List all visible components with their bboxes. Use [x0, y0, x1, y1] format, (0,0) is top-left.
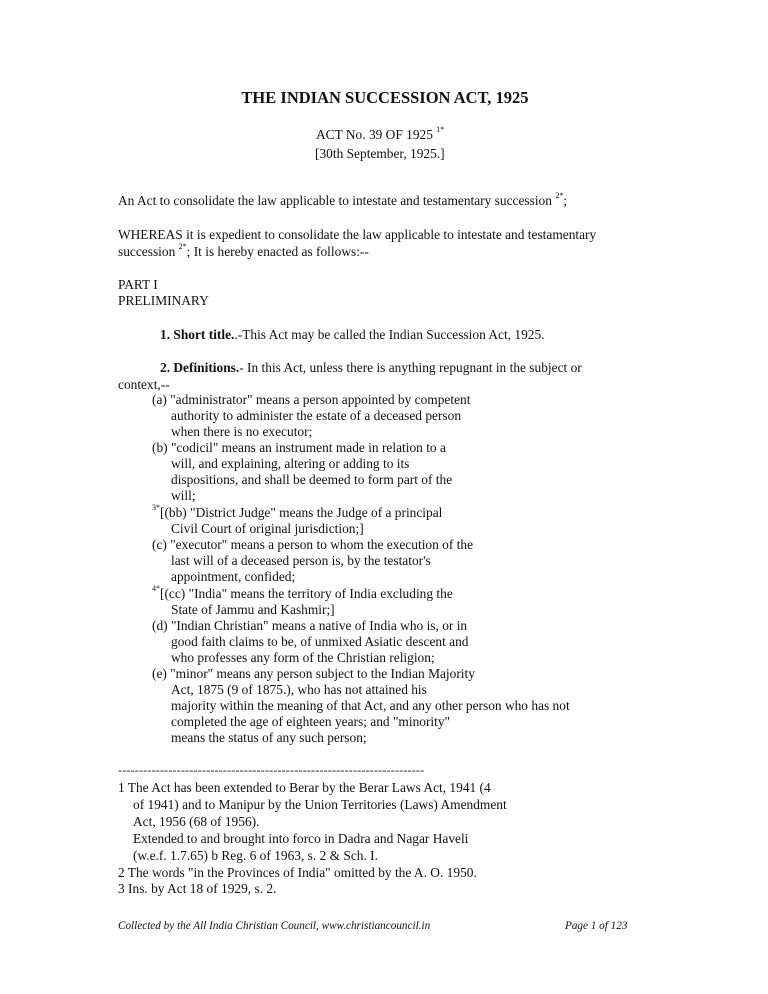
definition-line: dispositions, and shall be deemed to form part of the: [171, 472, 453, 487]
footnote-line: 2 The words "in the Provinces of India" omitted by the A. O. 1950.: [118, 865, 477, 880]
footnote-line: 1 The Act has been extended to Berar by the Berar Laws Act, 1941 (4: [118, 780, 491, 795]
preamble: An Act to consolidate the law applicable to intestate and testamentary succession $^{2*}$;: [118, 191, 568, 208]
definition-line: $^{4*}$[(cc) "India" means the territory of India excluding the: [152, 584, 453, 601]
definition-line: means the status of any such person;: [171, 730, 367, 745]
definition-line: completed the age of eighteen years; and "minority": [171, 714, 451, 729]
part-title: PRELIMINARY: [118, 293, 209, 308]
part-number: PART I: [118, 277, 158, 292]
whereas-line-2: succession $^{2*}$; It is hereby enacted as follows:--: [118, 242, 369, 259]
definition-line: $^{3*}$[(bb) "District Judge" means the Judge of a principal: [152, 503, 443, 520]
definition-line: Civil Court of original jurisdiction;]: [171, 521, 364, 536]
footnote-line: Extended to and brought into forco in Dadra and Nagar Haveli: [133, 831, 469, 846]
definition-line: (d) "Indian Christian" means a native of India who is, or in: [152, 618, 468, 633]
definition-line: majority within the meaning of that Act, and any other person who has not: [171, 698, 570, 713]
section-2-heading: 2. Definitions.: [160, 360, 240, 375]
definition-line: (e) "minor" means any person subject to the Indian Majority: [152, 666, 475, 681]
definition-line: (a) "administrator" means a person appointed by competent: [152, 392, 471, 407]
definition-line: who professes any form of the Christian religion;: [171, 650, 435, 665]
act-number: ACT No. 39 OF 1925 $^{1*}$: [316, 125, 445, 142]
footnote-ref: 2*: [178, 242, 187, 251]
footnote-line: of 1941) and to Manipur by the Union Territories (Laws) Amendment: [133, 797, 507, 812]
page-number: Page 1 of 123: [565, 920, 628, 932]
definition-line: appointment, confided;: [171, 569, 296, 584]
definition-line: will;: [171, 488, 196, 503]
footnote-line: (w.e.f. 1.7.65) b Reg. 6 of 1963, s. 2 & Sch. I.: [133, 848, 378, 863]
footnote-line: Act, 1956 (68 of 1956).: [133, 814, 260, 829]
footnote-ref: 4*: [152, 584, 160, 593]
definition-line: (c) "executor" means a person to whom the execution of the: [152, 537, 474, 552]
act-date: [30th September, 1925.]: [315, 146, 445, 161]
section-1-heading: 1. Short title.: [160, 327, 235, 342]
section-2-continuation: context,--: [118, 377, 170, 392]
footnote-rule: -------------------------------------------------------------------------: [118, 763, 425, 777]
definition-line: (b) "codicil" means an instrument made in relation to a: [152, 440, 446, 455]
section-1: 1. Short title..-This Act may be called the Indian Succession Act, 1925.: [160, 327, 545, 342]
whereas-line-1: WHEREAS it is expedient to consolidate the law applicable to intestate and testamentary: [118, 227, 597, 242]
definition-line: when there is no executor;: [171, 424, 313, 439]
definition-line: will, and explaining, altering or adding to its: [171, 456, 410, 471]
definition-line: good faith claims to be, of unmixed Asiatic descent and: [171, 634, 469, 649]
definition-line: Act, 1875 (9 of 1875.), who has not attained his: [171, 682, 427, 697]
act-title: THE INDIAN SUCCESSION ACT, 1925: [241, 88, 529, 107]
footnote-ref: 2*: [555, 191, 564, 200]
footnote-ref: 3*: [152, 503, 160, 512]
definition-line: State of Jammu and Kashmir;]: [171, 602, 335, 617]
definition-line: authority to administer the estate of a deceased person: [171, 408, 462, 423]
footnote-line: 3 Ins. by Act 18 of 1929, s. 2.: [118, 881, 277, 896]
footer-source: Collected by the All India Christian Council, www.christiancouncil.in: [118, 920, 431, 932]
section-2: 2. Definitions.- In this Act, unless there is anything repugnant in the subject or: [160, 360, 582, 375]
definition-line: last will of a deceased person is, by the testator's: [171, 553, 431, 568]
footnote-ref: 1*: [436, 125, 445, 134]
